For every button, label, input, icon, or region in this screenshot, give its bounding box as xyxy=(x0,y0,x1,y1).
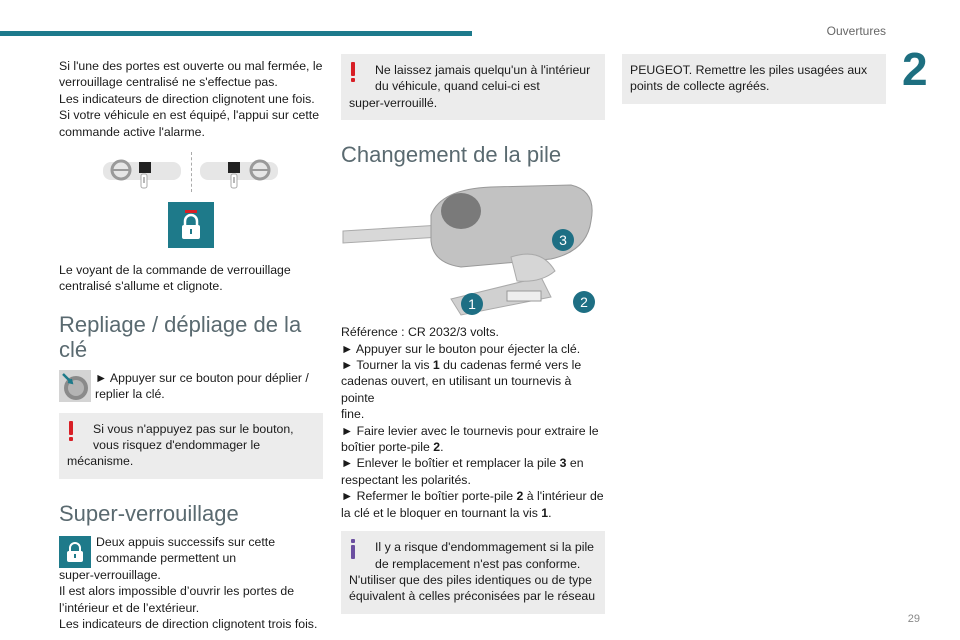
callout-1: 1 xyxy=(461,293,483,315)
lock-button-illustration xyxy=(59,152,323,192)
key-fold-button-icon xyxy=(59,370,91,402)
section-heading-repliage: Repliage / dépliage de la clé xyxy=(59,311,302,362)
column-3 xyxy=(622,54,886,104)
battery-steps: Référence : CR 2032/3 volts. ► Appuyer sur le bouton pour éjecter la clé. ► Tourner la vis 1 du cadenas fermé vers le cadenas ouvert, en utilisant un tournevis à pointe fine. ► Faire levier avec le tournevis pour extraire le boîtier porte-pile 2. ► Enlever le boîtier et remplacer la pile 3 en respectant les polarités. ► Refermer le boîtier porte-pile 2 à l'intérieur de la clé et le bloquer en tournant la vis 1. xyxy=(341,325,604,520)
column-2 xyxy=(341,54,605,614)
central-lock-indicator xyxy=(168,202,214,248)
indicator-paragraph: Le voyant de la commande de verrouillage centralisé s'allume et clignote. xyxy=(59,263,291,294)
intro-paragraph: Si l'une des portes est ouverte ou mal fermée, le verrouillage centralisé ne s'effectue pas. Les indicateurs de direction clignotent une fois. Si votre véhicule en est équipé, l'appui sur cette commande active l'alarme. xyxy=(59,59,323,139)
callout-3: 3 xyxy=(552,229,574,251)
warning-box-super-lock: Ne laissez jamais quelqu'un à l'intérieur du véhicule, quand celui-ci est super-verrouillé. xyxy=(341,54,605,120)
warning-box-mechanism: Si vous n'appuyez pas sur le bouton, vous risquez d'endommager le mécanisme. xyxy=(59,413,323,479)
chapter-number: 2 xyxy=(902,43,928,95)
steering-wheel-icon xyxy=(198,152,282,192)
warning-icon xyxy=(69,421,74,441)
column-1 xyxy=(59,58,323,632)
steering-wheel-icon xyxy=(101,152,185,192)
padlock-icon xyxy=(176,208,206,242)
super-lock-paragraph: Deux appuis successifs sur cette commande permettent un super-verrouillage. Il est alors impossible d’ouvrir les portes de l’intérieur et de l’extérieur. Les indicateurs de direction clignotent trois fois. xyxy=(59,534,318,631)
key-fold-instruction xyxy=(59,370,323,403)
key-fold-text: ► Appuyer sur ce bouton pour déplier / replier la clé. xyxy=(95,370,309,402)
info-icon xyxy=(351,539,356,559)
padlock-icon xyxy=(59,536,91,568)
info-box-continued: PEUGEOT. Remettre les piles usagées aux points de collecte agréés. xyxy=(622,54,886,104)
section-heading-super-verrouillage: Super-verrouillage xyxy=(59,500,239,526)
callout-2: 2 xyxy=(573,291,595,313)
section-heading-pile: Changement de la pile xyxy=(341,142,562,168)
warning-icon xyxy=(351,62,356,82)
page-number: 29 xyxy=(907,613,920,625)
key-battery-illustration xyxy=(341,181,605,319)
header-accent-bar xyxy=(0,31,472,36)
info-box-battery: Il y a risque d'endommagement si la pile de remplacement n'est pas conforme. N'utiliser que des piles identiques ou de type équivalent à celles préconisées par le réseau xyxy=(341,531,605,614)
section-title: Ouvertures xyxy=(826,24,886,38)
